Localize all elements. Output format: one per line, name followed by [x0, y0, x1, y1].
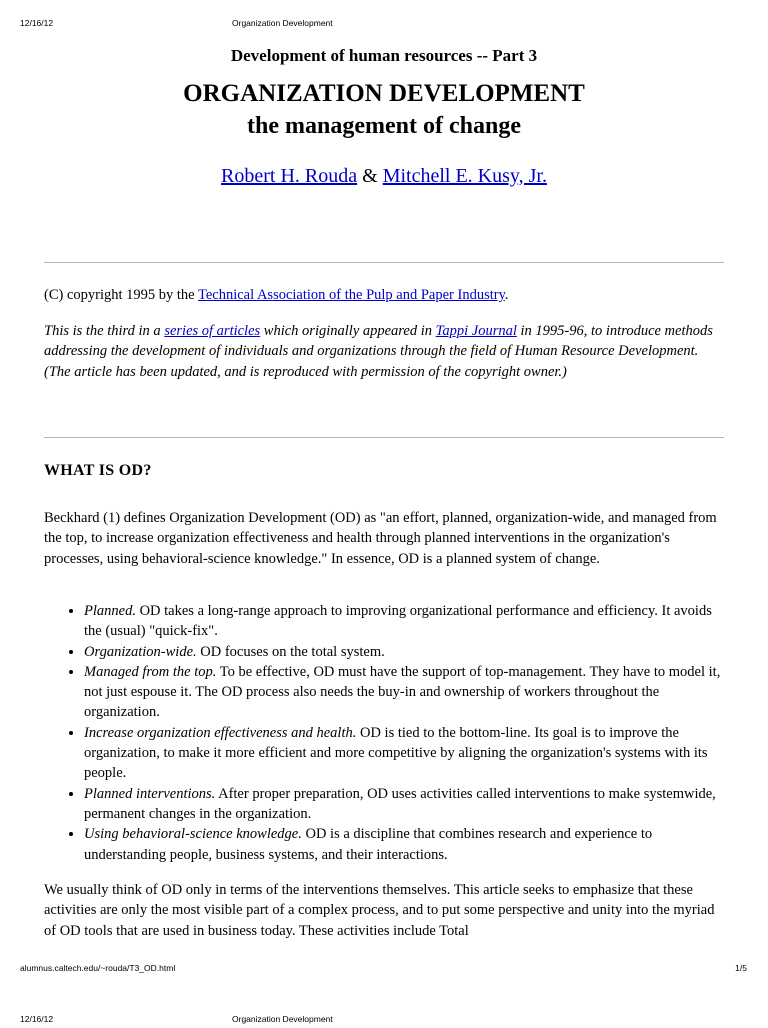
tappi-journal-link[interactable]: Tappi Journal [435, 323, 517, 339]
divider-top [44, 262, 724, 263]
list-item-term: Organization-wide. [84, 643, 197, 660]
part-heading: Development of human resources -- Part 3 [230, 46, 538, 65]
print-date: 12/16/12 [20, 18, 54, 28]
copyright-prefix: (C) copyright 1995 by the [44, 287, 198, 303]
print-title: Organization Development [232, 1014, 333, 1024]
page-number: 1/5 [735, 963, 747, 973]
copyright-suffix: . [504, 287, 509, 303]
series-of-articles-link[interactable]: series of articles [164, 323, 261, 339]
author-link-kusy[interactable]: Mitchell E. Kusy, Jr. [382, 165, 547, 187]
list-item-text: To be effective, OD must have the support of top-management. They have to model it, not just espouse it. The OD process also needs the buy-in and ownership of workers throughout the organization. [84, 663, 721, 721]
list-item-term: Using behavioral-science knowledge. [84, 826, 302, 843]
list-item-term: Increase organization effectiveness and health. [84, 724, 357, 741]
next-page-header [0, 1014, 768, 1028]
beckhard-definition-paragraph: Beckhard (1) defines Organization Development (OD) as "an effort, planned, organization-wide, and managed from the top, to increase organization effectiveness and health through planned interventions in the organization's processes, using behavioral-science knowledge." In essence, OD is a planned system of change. [44, 510, 717, 567]
page-title: ORGANIZATION DEVELOPMENT [183, 80, 585, 107]
author-link-rouda[interactable]: Robert H. Rouda [221, 165, 358, 187]
list-item [84, 824, 724, 865]
author-separator: & [357, 165, 383, 187]
list-item-term: Planned interventions. [84, 785, 216, 802]
intro-text-1: This is the third in a [44, 323, 165, 339]
list-item [84, 601, 724, 642]
od-characteristics-list [44, 601, 724, 865]
intro-paragraph [44, 321, 724, 382]
interventions-paragraph: We usually think of OD only in terms of the interventions themselves. This article seeks to emphasize that these activities are only the most visible part of a complex process, and to put some perspective and unity into the myriad of OD tools that are used in business today. These activities include Total [44, 882, 715, 939]
copyright-notice [44, 285, 724, 305]
divider-middle [44, 437, 724, 438]
list-item-term: Managed from the top. [84, 663, 217, 680]
list-item-term: Planned. [84, 603, 136, 619]
list-item-text: OD takes a long-range approach to improving organizational performance and efficiency. It avoids the (usual) "quick-fix". [84, 603, 712, 640]
intro-text-2: which originally appeared in [260, 323, 436, 339]
authors-line [44, 162, 724, 190]
list-item-text: OD focuses on the total system. [196, 643, 385, 660]
list-item [84, 784, 724, 825]
print-footer [0, 963, 768, 977]
page-url: alumnus.caltech.edu/~rouda/T3_OD.html [20, 963, 176, 973]
list-item [84, 642, 724, 662]
tappi-association-link[interactable]: Technical Association of the Pulp and Paper Industry [197, 287, 505, 303]
section-heading-what-is-od: WHAT IS OD? [44, 462, 152, 479]
document-body [44, 44, 724, 939]
page-subtitle: the management of change [247, 113, 521, 139]
print-title: Organization Development [232, 18, 333, 28]
list-item [84, 723, 724, 784]
list-item [84, 662, 724, 723]
intro-text-3: in 1995-96, to introduce methods addressing the development of individuals and organizations through the field of Human Resource Development. (The article has been updated, and is reproduced with permission of the copyright owner.) [44, 323, 713, 380]
list-item-text: After proper preparation, OD uses activities called interventions to make systemwide, permanent changes in the organization. [84, 785, 716, 822]
print-header [0, 18, 768, 32]
list-item-text: OD is tied to the bottom-line. Its goal is to improve the organization, to make it more efficient and more competitive by aligning the organization's systems with its people. [84, 724, 708, 782]
list-item-text: OD is a discipline that combines research and experience to understanding people, business systems, and their interactions. [84, 826, 653, 863]
print-date: 12/16/12 [20, 1014, 54, 1024]
